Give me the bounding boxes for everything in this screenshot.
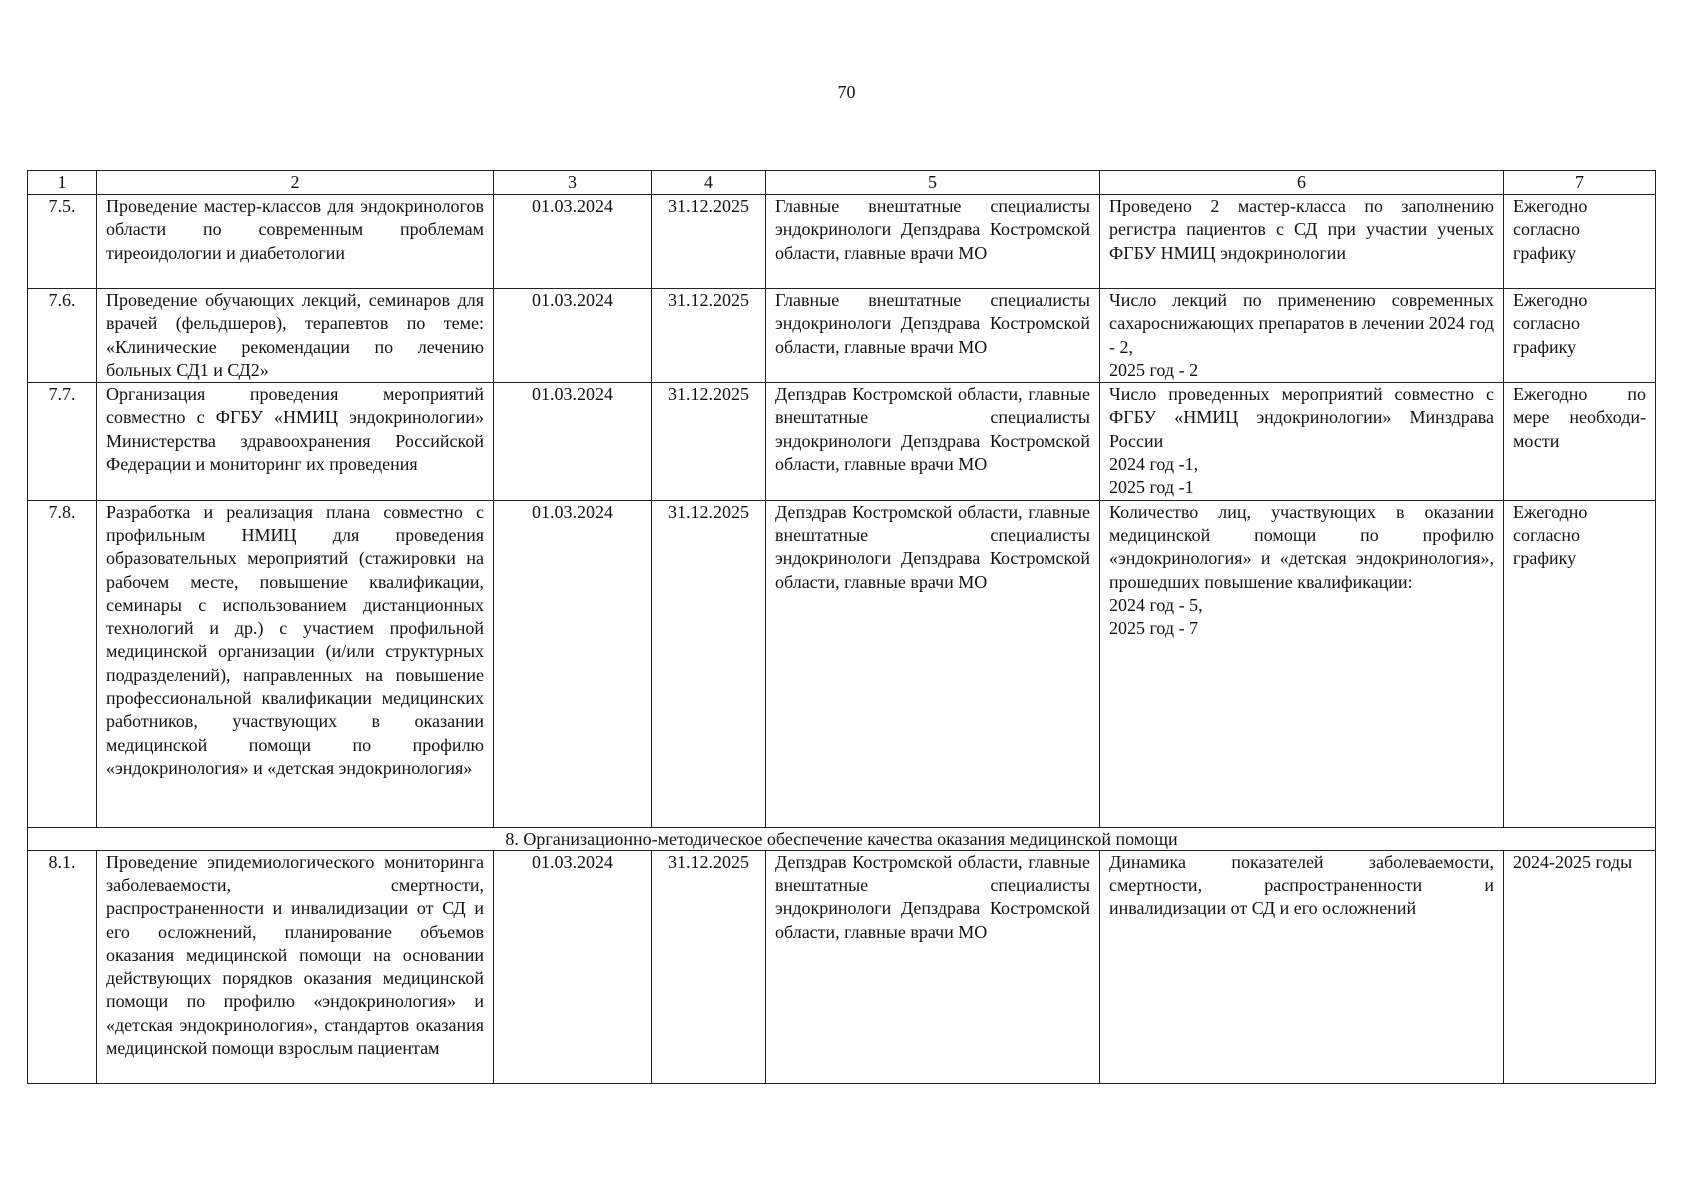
end-date: 31.12.2025 [652, 289, 766, 383]
start-date: 01.03.2024 [494, 289, 652, 383]
page-number: 70 [837, 82, 856, 102]
indicator-line: 2025 год - 2 [1109, 359, 1199, 380]
header-col-6: 6 [1100, 171, 1504, 195]
table-row [28, 850, 1656, 1083]
table-row [28, 195, 1656, 289]
responsible-cell: Главные внештатные специалисты эндокринологи Депздрава Костромской области, главные врачи МО [766, 195, 1100, 289]
table-row [28, 383, 1656, 500]
activity-cell: Разработка и реализация плана совместно с профильным НМИЦ для проведения образовательных мероприятий (стажировки на рабочем месте, повышение квалификации, семинары с использованием дистанционных технологий и др.) с участием профильной медицинской организации (и/или структурных подразделений), направленных на повышение профессиональной квалификации медицинских работников, участвующих в оказании медицинской помощи по профилю «эндокринология» и «детская эндокринология» [97, 500, 494, 827]
responsible-cell: Депздрав Костромской области, главные внештатные специалисты эндокринологи Депздрава Костромской области, главные врачи МО [766, 850, 1100, 1083]
responsible-cell: Депздрав Костромской области, главные внештатные специалисты эндокринологи Депздрава Костромской области, главные врачи МО [766, 383, 1100, 500]
header-col-5: 5 [766, 171, 1100, 195]
activity-cell: Проведение мастер-классов для эндокринологов области по современным проблемам тиреоидологии и диабетологии [97, 195, 494, 289]
indicator-line: 2025 год -1 [1109, 477, 1194, 498]
start-date: 01.03.2024 [494, 500, 652, 827]
end-date: 31.12.2025 [652, 500, 766, 827]
header-col-3: 3 [494, 171, 652, 195]
indicator-cell [1100, 383, 1504, 500]
section-row [28, 827, 1656, 850]
end-date: 31.12.2025 [652, 850, 766, 1083]
indicator-cell: Динамика показателей заболеваемости, смертности, распространенности и инвалидизации от СД и его осложнений [1100, 850, 1504, 1083]
section-title: 8. Организационно-методическое обеспечение качества оказания медицинской помощи [28, 827, 1656, 850]
start-date: 01.03.2024 [494, 850, 652, 1083]
header-col-7: 7 [1504, 171, 1656, 195]
responsible-cell: Депздрав Костромской области, главные внештатные специалисты эндокринологи Депздрава Костромской области, главные врачи МО [766, 500, 1100, 827]
row-number: 7.7. [28, 383, 97, 500]
activity-cell: Организация проведения мероприятий совместно с ФГБУ «НМИЦ эндокринологии» Министерства здравоохранения Российской Федерации и мониторинг их проведения [97, 383, 494, 500]
header-col-4: 4 [652, 171, 766, 195]
indicator-cell [1100, 500, 1504, 827]
start-date: 01.03.2024 [494, 383, 652, 500]
activity-cell: Проведение обучающих лекций, семинаров для врачей (фельдшеров), терапевтов по теме: «Клинические рекомендации по лечению больных СД1 и СД2» [97, 289, 494, 383]
end-date: 31.12.2025 [652, 383, 766, 500]
indicator-line: Число проведенных мероприятий совместно с ФГБУ «НМИЦ эндокринологии» Минздрава России [1109, 384, 1494, 451]
table-row [28, 289, 1656, 383]
term-cell: Ежегодно согласно графику [1504, 500, 1656, 827]
start-date: 01.03.2024 [494, 195, 652, 289]
end-date: 31.12.2025 [652, 195, 766, 289]
indicator-line: 2024 год -1, [1109, 454, 1199, 475]
indicator-cell: Проведено 2 мастер-класса по заполнению регистра пациентов с СД при участии ученых ФГБУ НМИЦ эндокринологии [1100, 195, 1504, 289]
row-number: 7.5. [28, 195, 97, 289]
row-number: 7.8. [28, 500, 97, 827]
table-row [28, 500, 1656, 827]
header-col-2: 2 [97, 171, 494, 195]
indicator-line: 2024 год - 5, [1109, 594, 1203, 615]
plan-table [27, 170, 1656, 1084]
term-cell: Ежегодно согласно графику [1504, 195, 1656, 289]
row-number: 8.1. [28, 850, 97, 1083]
term-cell: Ежегодно согласно графику [1504, 289, 1656, 383]
responsible-cell: Главные внештатные специалисты эндокринологи Депздрава Костромской области, главные врачи МО [766, 289, 1100, 383]
term-cell: Ежегодно по мере необходи-мости [1504, 383, 1656, 500]
indicator-cell [1100, 289, 1504, 383]
activity-cell: Проведение эпидемиологического мониторинга заболеваемости, смертности, распространенности и инвалидизации от СД и его осложнений, планирование объемов оказания медицинской помощи на основании действующих порядков оказания медицинской помощи по профилю «эндокринология» и «детская эндокринология», стандартов оказания медицинской помощи взрослым пациентам [97, 850, 494, 1083]
row-number: 7.6. [28, 289, 97, 383]
term-cell: 2024-2025 годы [1504, 850, 1656, 1083]
indicator-line: Количество лиц, участвующих в оказании медицинской помощи по профилю «эндокринология» и «детская эндокринология», прошедших повышение квалификации: [1109, 501, 1494, 592]
header-col-1: 1 [28, 171, 97, 195]
indicator-line: 2025 год - 7 [1109, 618, 1199, 639]
header-row [28, 171, 1656, 195]
indicator-line: Число лекций по применению современных сахароснижающих препаратов в лечении 2024 год - 2, [1109, 290, 1494, 357]
